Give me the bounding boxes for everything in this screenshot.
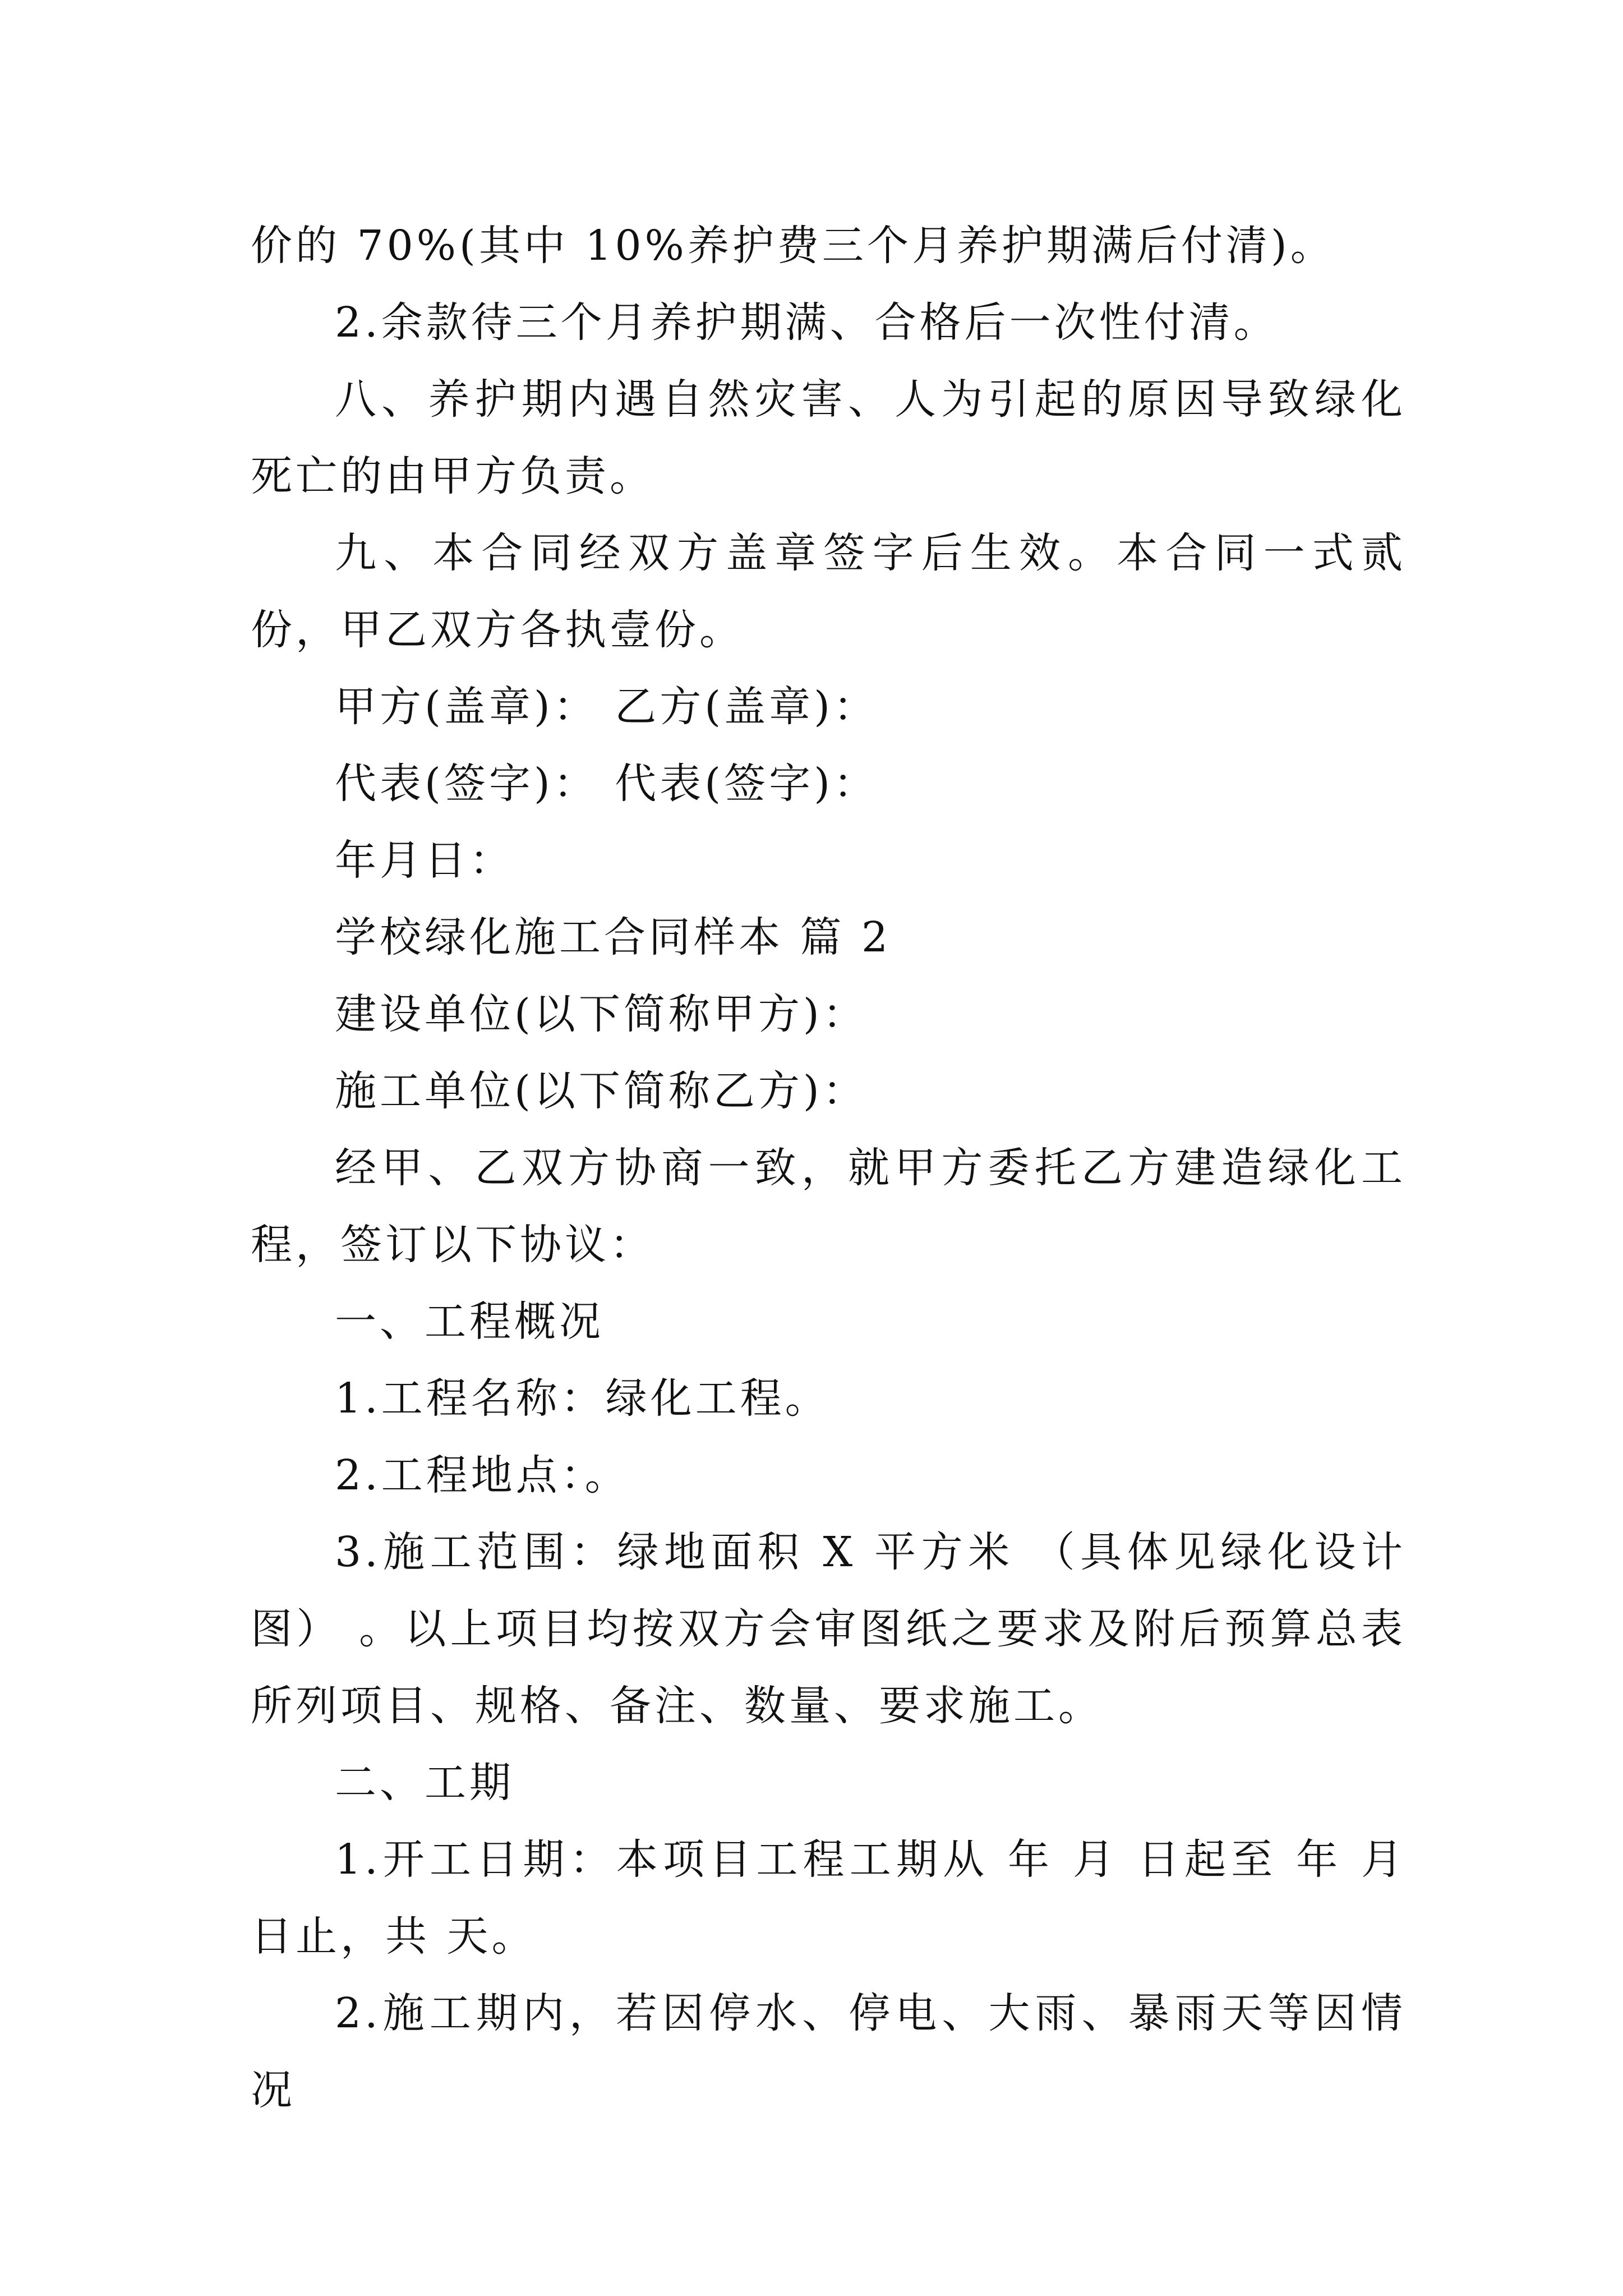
signature-line-representative: 代表(签字)： 代表(签字)： (335, 760, 879, 808)
party-b-line: 施工单位(以下简称乙方)： (335, 1067, 868, 1115)
signature-line-date: 年月日： (335, 836, 514, 885)
paragraph-agreement-intro: 经甲、乙双方协商一致，就甲方委托乙方建造绿化工程，签订以下协议： (251, 1144, 1406, 1269)
paragraph-payment-terms: 价的 70%(其中 10%养护费三个月养护期满后付清)。 (251, 222, 1335, 270)
heading-project-overview: 一、工程概况 (335, 1297, 604, 1346)
signature-line-seal: 甲方(盖章)： 乙方(盖章)： (335, 683, 879, 731)
item-project-name: 1.工程名称：绿化工程。 (335, 1374, 830, 1423)
item-project-location: 2.工程地点：。 (335, 1451, 630, 1499)
party-a-line: 建设单位(以下简称甲方)： (335, 990, 868, 1038)
paragraph-balance-payment: 2.余款待三个月养护期满、合格后一次性付清。 (335, 298, 1279, 347)
item-construction-scope: 3.施工范围：绿地面积 X 平方米 （具体见绿化设计图） 。以上项目均按双方会审图纸之要求及附后预算总表所列项目、规格、备注、数量、要求施工。 (251, 1528, 1406, 1730)
section-title: 学校绿化施工合同样本 篇 2 (335, 913, 892, 961)
document-body (251, 208, 1406, 2129)
paragraph-clause-nine: 九、本合同经双方盖章签字后生效。本合同一式贰份，甲乙双方各执壹份。 (251, 529, 1406, 654)
paragraph-clause-eight: 八、养护期内遇自然灾害、人为引起的原因导致绿化死亡的由甲方负责。 (251, 375, 1406, 500)
heading-schedule: 二、工期 (335, 1759, 514, 1807)
item-start-date: 1.开工日期：本项目工程工期从 年 月 日起至 年 月日止，共 天。 (251, 1835, 1406, 1961)
item-delay-conditions: 2.施工期内，若因停水、停电、大雨、暴雨天等因情况 (251, 1989, 1406, 2114)
